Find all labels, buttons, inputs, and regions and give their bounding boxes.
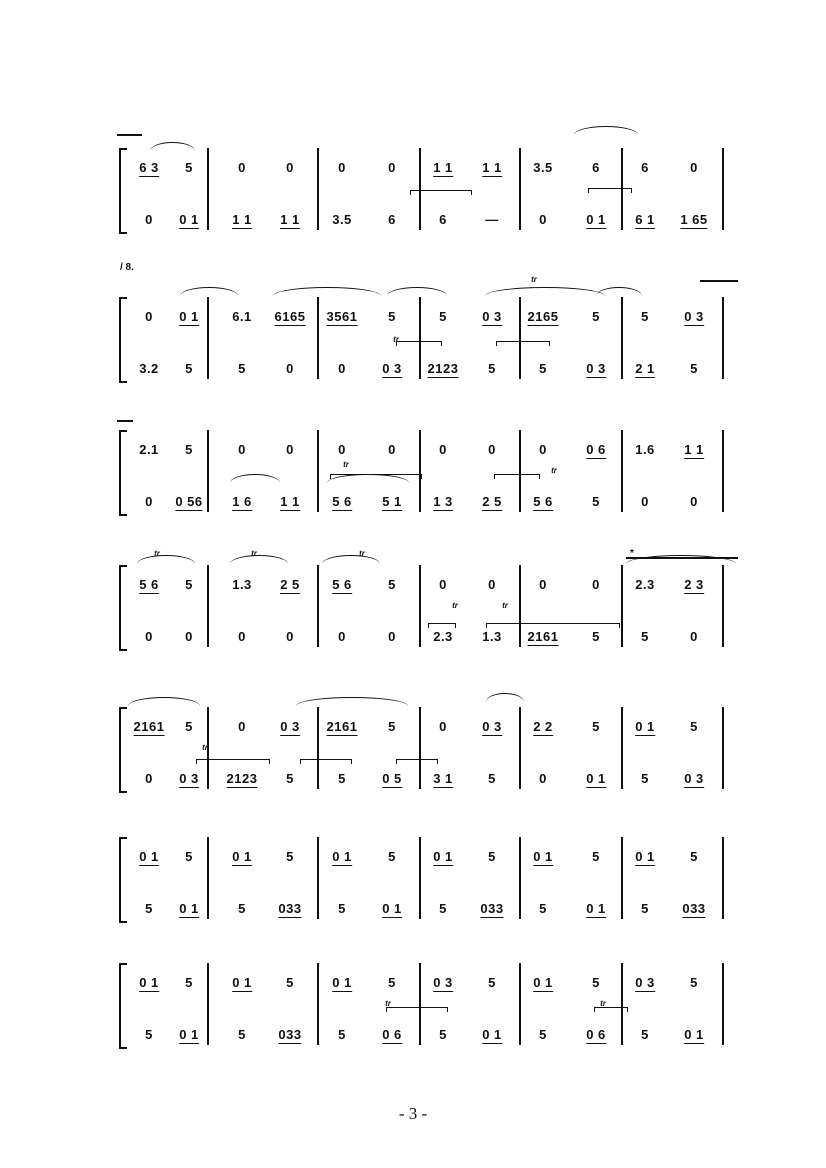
barline (621, 963, 623, 1045)
system-brace (119, 707, 127, 793)
barline (317, 963, 319, 1045)
lower-note: 0 1 (179, 212, 199, 227)
upper-note: 0 (539, 577, 547, 592)
trill-mark: tr (502, 601, 508, 610)
upper-note: 5 (592, 975, 600, 990)
barline (207, 297, 209, 379)
upper-note: 6 (592, 160, 600, 175)
system-brace (119, 565, 127, 651)
upper-note: 5 (185, 160, 193, 175)
lower-note: 0 1 (586, 212, 606, 227)
barline (722, 148, 724, 230)
trill-mark: tr (393, 335, 399, 344)
trill-mark: tr (343, 460, 349, 469)
barline (317, 148, 319, 230)
trill-mark: tr (551, 466, 557, 475)
upper-note: 5 (641, 309, 649, 324)
upper-note: 0 3 (280, 719, 300, 734)
barline (722, 565, 724, 647)
system-brace (119, 837, 127, 923)
lower-note: 5 (238, 901, 246, 916)
upper-note: 0 (539, 442, 547, 457)
upper-note: 5 (388, 719, 396, 734)
upper-note: 0 (690, 160, 698, 175)
lower-note: 1 6 (232, 494, 252, 509)
lower-note: 0 3 (586, 361, 606, 376)
lower-note: 5 (641, 629, 649, 644)
upper-note: 6165 (274, 309, 306, 324)
lower-note: — (485, 212, 499, 227)
lower-note: 2123 (427, 361, 459, 376)
upper-note: 0 (388, 442, 396, 457)
upper-note: 6.1 (232, 309, 252, 324)
upper-note: 0 3 (433, 975, 453, 990)
lower-note: 0 (286, 629, 294, 644)
lower-note: 1 1 (280, 494, 300, 509)
upper-note: 5 6 (332, 577, 352, 592)
lower-note: 1.3 (482, 629, 502, 644)
lower-note: 5 (539, 901, 547, 916)
bracket (196, 759, 270, 764)
lower-note: 0 (641, 494, 649, 509)
barline (207, 148, 209, 230)
lower-note: 033 (278, 901, 302, 916)
upper-note: 0 1 (139, 849, 159, 864)
system-2 (0, 275, 826, 379)
lower-note: 5 (539, 361, 547, 376)
upper-note: 3561 (326, 309, 358, 324)
barline (317, 430, 319, 512)
lower-note: 0 1 (586, 901, 606, 916)
slur (596, 287, 642, 296)
lower-note: 0 1 (684, 1027, 704, 1042)
upper-note: 1 1 (482, 160, 502, 175)
upper-note: 2161 (133, 719, 165, 734)
slur (485, 287, 605, 296)
upper-note: 0 1 (332, 849, 352, 864)
bracket (496, 341, 550, 346)
upper-note: 5 (185, 719, 193, 734)
upper-note: 0 1 (232, 975, 252, 990)
barline (519, 430, 521, 512)
lower-note: 0 (338, 361, 346, 376)
system-4 (0, 549, 826, 647)
barline (317, 837, 319, 919)
upper-note: 0 (439, 719, 447, 734)
upper-note: 0 1 (433, 849, 453, 864)
bracket (594, 1007, 628, 1012)
lower-note: 2161 (527, 629, 559, 644)
slur (322, 555, 380, 564)
lower-note: 1 3 (433, 494, 453, 509)
upper-note: 0 3 (684, 309, 704, 324)
upper-note: 5 (439, 309, 447, 324)
upper-note: 0 1 (533, 849, 553, 864)
slur (574, 126, 638, 135)
lower-note: 0 3 (382, 361, 402, 376)
slur (486, 693, 524, 702)
upper-note: 1.3 (232, 577, 252, 592)
barline (207, 963, 209, 1045)
barline (519, 297, 521, 379)
barline (722, 707, 724, 789)
upper-note: 5 6 (139, 577, 159, 592)
upper-note: 0 1 (332, 975, 352, 990)
lower-note: 0 6 (382, 1027, 402, 1042)
lower-note: 3.2 (139, 361, 159, 376)
upper-note: 0 (488, 577, 496, 592)
lower-note: 5 (592, 494, 600, 509)
upper-note: 0 1 (635, 719, 655, 734)
lower-note: 033 (682, 901, 706, 916)
trill-mark: tr (385, 999, 391, 1008)
upper-note: 0 (238, 442, 246, 457)
trill-mark: tr (531, 275, 537, 284)
lower-note: 5 (338, 901, 346, 916)
barline (207, 837, 209, 919)
upper-note: 5 (488, 975, 496, 990)
upper-note: 0 (439, 442, 447, 457)
upper-note: 0 (592, 577, 600, 592)
bracket (396, 341, 442, 346)
upper-note: 5 (388, 849, 396, 864)
lower-note: 5 (185, 361, 193, 376)
trill-mark: tr (251, 549, 257, 558)
lower-note: 0 (690, 494, 698, 509)
lower-note: 0 (145, 212, 153, 227)
upper-note: 0 1 (139, 975, 159, 990)
barline (621, 837, 623, 919)
barline (519, 837, 521, 919)
slur (230, 474, 280, 483)
barline (519, 963, 521, 1045)
upper-note: 5 (185, 577, 193, 592)
slur (387, 287, 447, 296)
bracket (486, 623, 620, 628)
upper-note: 5 (592, 309, 600, 324)
lower-note: 0 (539, 771, 547, 786)
section-mark: / 8. (120, 262, 134, 273)
barline (419, 707, 421, 789)
barline (621, 297, 623, 379)
lower-note: 0 (338, 629, 346, 644)
slur (273, 287, 381, 296)
upper-note: 5 (690, 719, 698, 734)
upper-note: 0 6 (586, 442, 606, 457)
upper-note: 3.5 (533, 160, 553, 175)
lower-note: 6 (439, 212, 447, 227)
lower-note: 2 1 (635, 361, 655, 376)
barline (722, 963, 724, 1045)
upper-note: 0 3 (635, 975, 655, 990)
lower-note: 0 1 (482, 1027, 502, 1042)
upper-note: 5 (286, 849, 294, 864)
lower-note: 0 1 (179, 901, 199, 916)
barline (519, 565, 521, 647)
barline (317, 565, 319, 647)
lower-note: 2.3 (433, 629, 453, 644)
upper-note: 5 (286, 975, 294, 990)
lower-note: 0 3 (179, 771, 199, 786)
upper-note: 1 1 (433, 160, 453, 175)
upper-note: 2 2 (533, 719, 553, 734)
system-6 (0, 837, 826, 919)
slur (137, 555, 195, 564)
upper-note: 1 1 (684, 442, 704, 457)
lower-note: 5 (690, 361, 698, 376)
lower-note: 6 1 (635, 212, 655, 227)
lower-note: 5 (488, 771, 496, 786)
continuation-line (117, 134, 142, 136)
upper-note: 0 1 (635, 849, 655, 864)
lower-note: 0 (286, 361, 294, 376)
lower-note: 5 (145, 901, 153, 916)
lower-note: 5 (238, 361, 246, 376)
upper-note: 2165 (527, 309, 559, 324)
lower-note: 5 6 (332, 494, 352, 509)
slur (230, 555, 288, 564)
barline (419, 837, 421, 919)
lower-note: 5 6 (533, 494, 553, 509)
upper-note: 5 (185, 975, 193, 990)
upper-note: 0 (145, 309, 153, 324)
upper-note: 5 (592, 849, 600, 864)
lower-note: 3.5 (332, 212, 352, 227)
page-number: - 3 - (398, 1104, 428, 1123)
continuation-line (117, 420, 133, 422)
bracket (588, 188, 632, 193)
upper-note: 2 5 (280, 577, 300, 592)
barline (621, 565, 623, 647)
upper-note: 0 (439, 577, 447, 592)
system-1 (0, 148, 826, 230)
bracket (330, 474, 422, 479)
barline (621, 707, 623, 789)
barline (317, 707, 319, 789)
lower-note: 5 (338, 1027, 346, 1042)
upper-note: 0 (338, 160, 346, 175)
lower-note: 033 (480, 901, 504, 916)
lower-note: 5 (488, 361, 496, 376)
upper-note: 0 1 (179, 309, 199, 324)
lower-note: 0 (690, 629, 698, 644)
lower-note: 0 6 (586, 1027, 606, 1042)
upper-note: 0 1 (232, 849, 252, 864)
lower-note: 1 65 (680, 212, 708, 227)
lower-note: 0 1 (586, 771, 606, 786)
upper-note: 0 1 (533, 975, 553, 990)
barline (419, 148, 421, 230)
barline (722, 430, 724, 512)
lower-note: 0 (145, 629, 153, 644)
lower-note: 5 (592, 629, 600, 644)
barline (207, 430, 209, 512)
upper-note: 2.3 (635, 577, 655, 592)
lower-note: 5 (539, 1027, 547, 1042)
lower-note: 0 (185, 629, 193, 644)
trill-mark: tr (600, 999, 606, 1008)
barline (722, 837, 724, 919)
lower-note: 6 (388, 212, 396, 227)
barline (722, 297, 724, 379)
barline (519, 148, 521, 230)
lower-note: 0 (145, 771, 153, 786)
upper-note: 6 3 (139, 160, 159, 175)
upper-note: 5 (592, 719, 600, 734)
lower-note: 0 5 (382, 771, 402, 786)
upper-note: 5 (690, 975, 698, 990)
lower-note: 5 (338, 771, 346, 786)
lower-note: 5 (286, 771, 294, 786)
system-7 (0, 963, 826, 1045)
upper-note: 0 (338, 442, 346, 457)
upper-note: 0 (286, 160, 294, 175)
slur (150, 142, 195, 151)
lower-note: 0 3 (684, 771, 704, 786)
upper-note: 0 3 (482, 309, 502, 324)
lower-note: 5 (641, 901, 649, 916)
system-3 (0, 430, 826, 512)
lower-note: 2 5 (482, 494, 502, 509)
barline (519, 707, 521, 789)
lower-note: 5 (439, 1027, 447, 1042)
upper-note: 6 (641, 160, 649, 175)
system-brace (119, 148, 127, 234)
upper-note: 5 (388, 577, 396, 592)
upper-note: 5 (690, 849, 698, 864)
upper-note: 5 (488, 849, 496, 864)
upper-note: 5 (388, 975, 396, 990)
slur (296, 697, 408, 706)
lower-note: 5 (439, 901, 447, 916)
upper-note: 2.1 (139, 442, 159, 457)
upper-note: 0 (488, 442, 496, 457)
lower-note: 0 (145, 494, 153, 509)
trill-mark: tr (202, 743, 208, 752)
upper-note: 2 3 (684, 577, 704, 592)
system-brace (119, 430, 127, 516)
lower-note: 0 (238, 629, 246, 644)
upper-note: 5 (185, 442, 193, 457)
lower-note: 1 1 (232, 212, 252, 227)
continuation-line (626, 557, 738, 559)
bracket (410, 190, 472, 195)
lower-note: 1 1 (280, 212, 300, 227)
upper-note: 0 (388, 160, 396, 175)
lower-note: 033 (278, 1027, 302, 1042)
lower-note: 3 1 (433, 771, 453, 786)
lower-note: 2123 (226, 771, 258, 786)
upper-note: 1.6 (635, 442, 655, 457)
trill-mark: tr (154, 549, 160, 558)
lower-note: 5 (641, 771, 649, 786)
lower-note: 0 56 (175, 494, 203, 509)
barline (419, 963, 421, 1045)
system-5 (0, 707, 826, 789)
lower-note: 5 1 (382, 494, 402, 509)
lower-note: 0 1 (179, 1027, 199, 1042)
lower-note: 5 (641, 1027, 649, 1042)
upper-note: 0 (238, 719, 246, 734)
continuation-line (700, 280, 738, 282)
barline (419, 430, 421, 512)
asterisk-mark: * (630, 548, 634, 559)
upper-note: 2161 (326, 719, 358, 734)
bracket (386, 1007, 448, 1012)
barline (419, 565, 421, 647)
barline (419, 297, 421, 379)
lower-note: 5 (238, 1027, 246, 1042)
trill-mark: tr (452, 601, 458, 610)
upper-note: 0 3 (482, 719, 502, 734)
upper-note: 0 (238, 160, 246, 175)
upper-note: 5 (388, 309, 396, 324)
lower-note: 0 (539, 212, 547, 227)
barline (207, 565, 209, 647)
bracket (300, 759, 352, 764)
barline (317, 297, 319, 379)
system-brace (119, 963, 127, 1049)
upper-note: 5 (185, 849, 193, 864)
bracket (428, 623, 456, 628)
barline (621, 430, 623, 512)
lower-note: 0 1 (382, 901, 402, 916)
lower-note: 5 (145, 1027, 153, 1042)
system-brace (119, 297, 127, 383)
bracket (396, 759, 438, 764)
slur (180, 287, 238, 296)
bracket (494, 474, 540, 479)
upper-note: 0 (286, 442, 294, 457)
lower-note: 0 (388, 629, 396, 644)
trill-mark: tr (359, 549, 365, 558)
slur (128, 697, 200, 706)
